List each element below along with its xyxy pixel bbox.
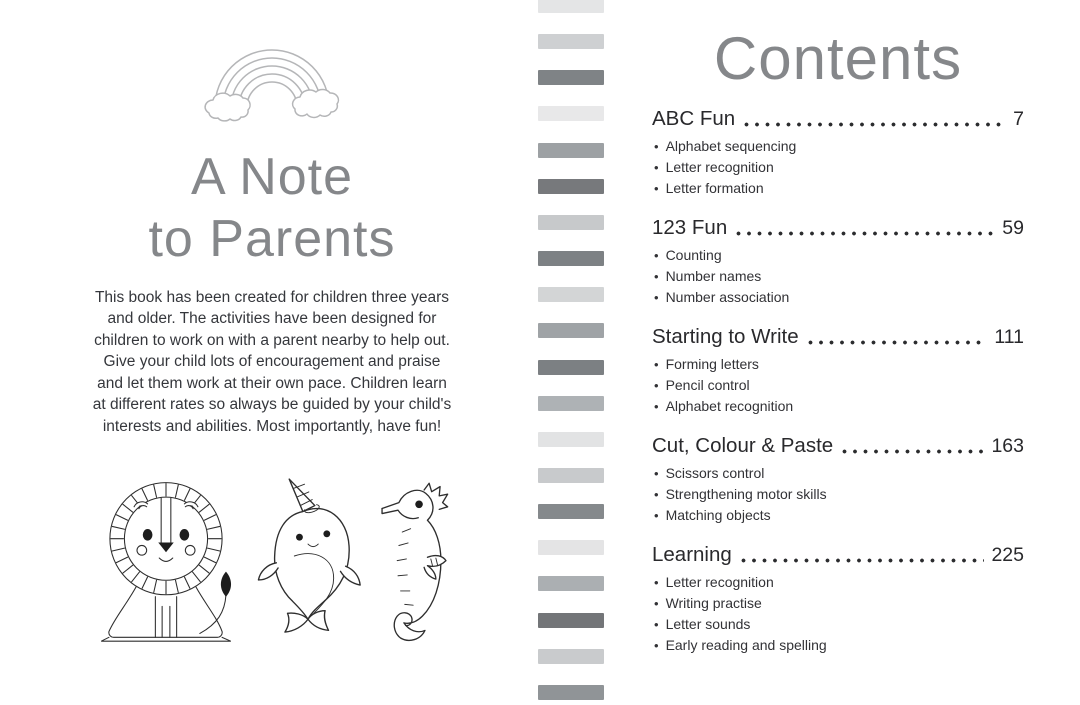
left-page — [0, 0, 520, 705]
toc-section-title: Cut, Colour & Paste — [652, 434, 834, 457]
toc-section — [652, 543, 1024, 656]
toc-item-label: Letter formation — [665, 180, 764, 196]
bullet-icon: • — [654, 617, 659, 632]
spine-bar — [538, 613, 604, 628]
toc-item-label: Pencil control — [665, 377, 750, 393]
toc-item — [652, 593, 1024, 614]
bullet-icon: • — [654, 181, 659, 196]
toc-entry — [652, 434, 1024, 458]
lion-icon — [93, 471, 239, 647]
page-title — [12, 146, 532, 271]
lion-mane-ticks — [111, 484, 221, 594]
spine-bar — [538, 360, 604, 375]
toc-page-number: 163 — [991, 435, 1024, 457]
bullet-icon: • — [654, 290, 659, 305]
spiral-binding — [538, 0, 605, 705]
animal-illustrations — [93, 465, 451, 647]
bullet-icon: • — [654, 466, 659, 481]
bullet-icon: • — [654, 399, 659, 414]
toc-item — [652, 463, 1024, 484]
toc-item-list — [652, 463, 1024, 526]
bullet-icon: • — [654, 139, 659, 154]
note-paragraph: This book has been created for children three years and older. The activities have been designed for children to work on with a parent nearby to help out. Give your child lots of encouragement and praise and let them work at their own pace. Children learn at different rates so always be guided by your child's interests and abilities. Most importantly, have fun! — [92, 288, 452, 435]
toc-item-label: Scissors control — [665, 465, 765, 481]
dotted-leader — [741, 557, 985, 564]
page-title-line1: A Note — [190, 148, 354, 206]
toc-item — [652, 396, 1024, 417]
toc-item-label: Writing practise — [665, 595, 762, 611]
toc-item — [652, 178, 1024, 199]
toc-item-label: Letter recognition — [665, 574, 774, 590]
spine-bar — [538, 649, 604, 664]
toc-item — [652, 375, 1024, 396]
bullet-icon: • — [654, 357, 659, 372]
toc-item — [652, 245, 1024, 266]
toc-item-list — [652, 572, 1024, 656]
toc-item-label: Letter sounds — [665, 616, 751, 632]
toc-page-number: 59 — [1002, 217, 1024, 239]
toc-page-number: 7 — [1013, 108, 1024, 130]
spine-bar — [538, 432, 604, 447]
toc-section — [652, 216, 1024, 308]
toc-section — [652, 325, 1024, 417]
spine-bar — [538, 179, 604, 194]
toc-item — [652, 266, 1024, 287]
spine-bar — [538, 685, 604, 700]
toc-entry — [652, 216, 1024, 240]
rainbow-with-clouds-icon — [197, 33, 347, 130]
toc-item-label: Matching objects — [665, 507, 771, 523]
toc-item-label: Alphabet recognition — [665, 398, 794, 414]
spine-bar — [538, 287, 604, 302]
toc-item-label: Early reading and spelling — [665, 637, 827, 653]
spine-bar — [538, 576, 604, 591]
spine-bar — [538, 251, 604, 266]
toc-section-title: Learning — [652, 543, 732, 566]
toc-item — [652, 354, 1024, 375]
bullet-icon: • — [654, 160, 659, 175]
page-title-line2: to Parents — [148, 210, 396, 269]
toc-item-list — [652, 245, 1024, 308]
spine-bar — [538, 323, 604, 338]
bullet-icon: • — [654, 575, 659, 590]
toc-section-title: Starting to Write — [652, 325, 799, 348]
toc-item-label: Forming letters — [665, 356, 759, 372]
toc-item — [652, 635, 1024, 656]
toc-item — [652, 572, 1024, 593]
bullet-icon: • — [654, 487, 659, 502]
toc-item — [652, 287, 1024, 308]
spine-bar — [538, 504, 604, 519]
toc-entry — [652, 107, 1024, 131]
toc-item-label: Counting — [665, 247, 722, 263]
bullet-icon: • — [654, 638, 659, 653]
dotted-leader — [808, 339, 988, 346]
seahorse-icon — [377, 481, 451, 647]
toc-item-list — [652, 136, 1024, 199]
spine-bar — [538, 215, 604, 230]
bullet-icon: • — [654, 269, 659, 284]
contents-title: Contents — [713, 25, 963, 92]
bullet-icon: • — [654, 248, 659, 263]
dotted-leader — [736, 230, 995, 237]
toc-item-label: Number association — [665, 289, 790, 305]
toc-item — [652, 614, 1024, 635]
toc-item — [652, 505, 1024, 526]
spine-bar — [538, 34, 604, 49]
toc-item — [652, 484, 1024, 505]
bullet-icon: • — [654, 508, 659, 523]
bullet-icon: • — [654, 596, 659, 611]
toc-item — [652, 136, 1024, 157]
dotted-leader — [842, 448, 984, 455]
narwhal-icon — [255, 465, 361, 647]
dotted-leader — [744, 121, 1006, 128]
bullet-icon: • — [654, 378, 659, 393]
toc-entry — [652, 325, 1024, 349]
toc-section — [652, 434, 1024, 526]
toc-section-title: ABC Fun — [652, 107, 736, 130]
spine-bar — [538, 106, 604, 121]
toc-item-label: Letter recognition — [665, 159, 774, 175]
toc-item — [652, 157, 1024, 178]
toc-item-label: Strengthening motor skills — [665, 486, 827, 502]
spine-bar — [538, 468, 604, 483]
toc-page-number: 225 — [991, 544, 1024, 566]
toc-item-list — [652, 354, 1024, 417]
toc-page-number: 111 — [994, 326, 1024, 348]
toc-item-label: Alphabet sequencing — [665, 138, 797, 154]
toc-entry — [652, 543, 1024, 567]
toc-section — [652, 107, 1024, 199]
toc-section-title: 123 Fun — [652, 216, 728, 239]
spine-bar — [538, 143, 604, 158]
spine-bar — [538, 0, 604, 13]
spine-bar — [538, 70, 604, 85]
table-of-contents — [652, 107, 1024, 656]
spine-bar — [538, 540, 604, 555]
right-page — [652, 0, 1024, 705]
toc-item-label: Number names — [665, 268, 762, 284]
spine-bar — [538, 396, 604, 411]
